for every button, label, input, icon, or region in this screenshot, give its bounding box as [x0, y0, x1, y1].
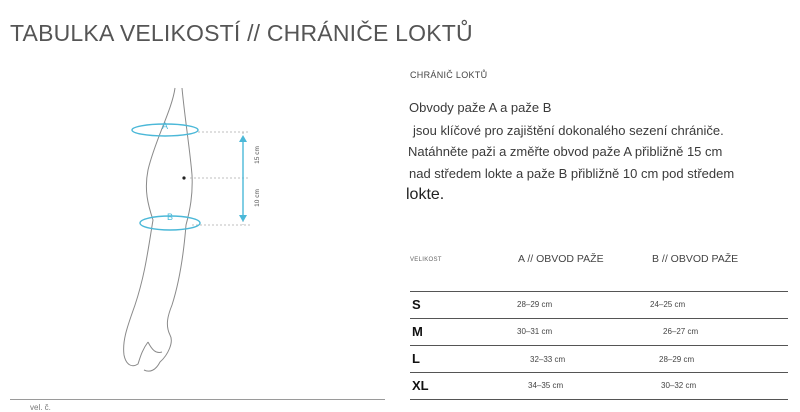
size-s: S	[412, 297, 421, 312]
section-subtitle: CHRÁNIČ LOKTŮ	[410, 70, 488, 80]
bottom-divider	[10, 399, 385, 400]
table-rule-5	[410, 399, 788, 400]
table-rule-3	[410, 345, 788, 346]
cell-xl-b: 30–32 cm	[661, 381, 697, 390]
description-line-2: jsou klíčové pro zajištění dokonalého sezení chrániče.	[413, 123, 724, 138]
description-line-1: Obvody paže A a paže B	[409, 100, 552, 115]
header-a: A // OBVOD PAŽE	[518, 253, 604, 265]
elbow-center-dot	[182, 176, 185, 179]
description-line-4: nad středem lokte a paže B přibližně 10 cm pod středem	[409, 166, 735, 181]
table-rule-2	[410, 318, 788, 319]
size-xl: XL	[412, 378, 429, 393]
measure-upper-label: 15 cm	[254, 146, 261, 164]
size-l: L	[412, 351, 420, 366]
description-line-5: lokte.	[406, 186, 445, 203]
arm-measurement-diagram	[110, 80, 290, 380]
label-b: B	[167, 212, 174, 222]
cell-s-b: 24–25 cm	[650, 300, 686, 309]
table-rule-4	[410, 372, 788, 373]
cell-s-a: 28–29 cm	[517, 300, 553, 309]
footnote: vel. č.	[30, 403, 51, 412]
cell-m-a: 30–31 cm	[517, 327, 553, 336]
cell-l-a: 32–33 cm	[530, 355, 566, 364]
cell-l-b: 28–29 cm	[659, 355, 695, 364]
header-b: B // OBVOD PAŽE	[652, 253, 739, 265]
page-title: TABULKA VELIKOSTÍ // CHRÁNIČE LOKTŮ	[10, 20, 473, 46]
header-size: VELIKOST	[410, 257, 442, 263]
cell-xl-a: 34–35 cm	[528, 381, 564, 390]
label-a: A	[162, 121, 169, 131]
measure-arrow	[239, 135, 247, 222]
description-line-3: Natáhněte paži a změřte obvod paže A přibližně 15 cm	[408, 144, 723, 159]
cell-m-b: 26–27 cm	[663, 327, 699, 336]
measure-lower-label: 10 cm	[254, 189, 261, 207]
table-rule-1	[410, 291, 788, 292]
hand-detail	[148, 342, 162, 353]
size-m: M	[412, 324, 423, 339]
